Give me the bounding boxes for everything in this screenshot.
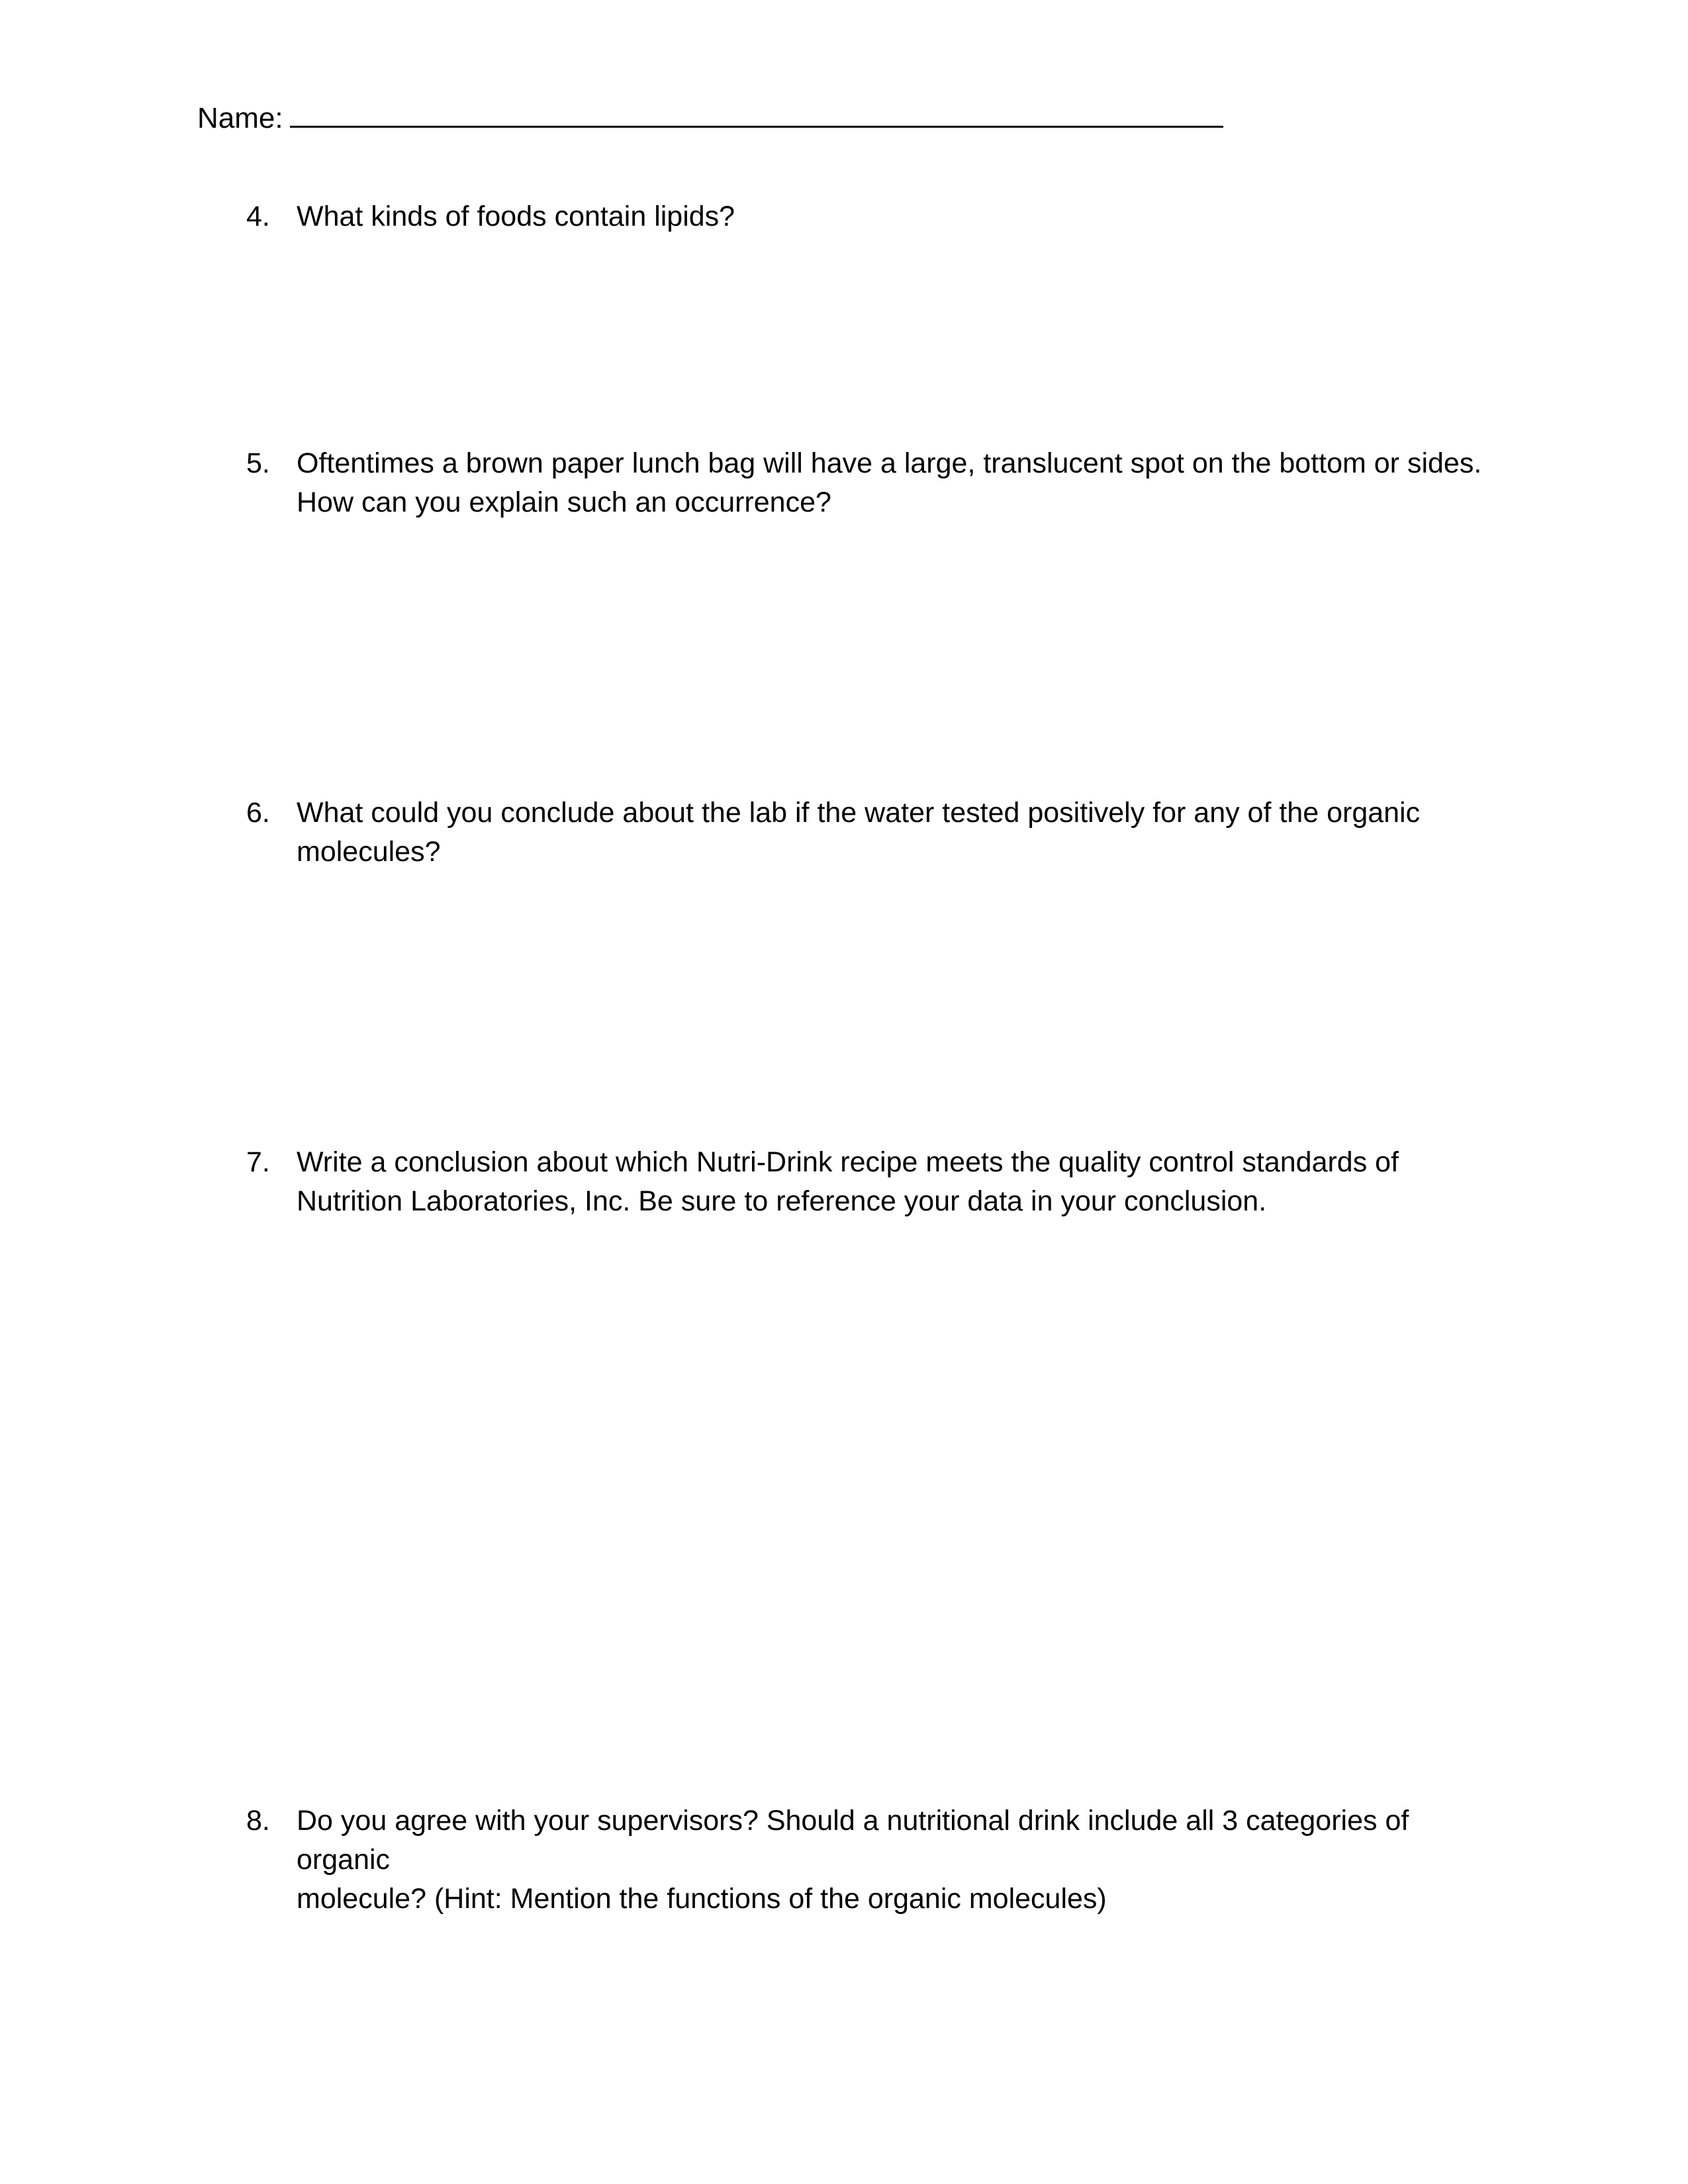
question-text: What could you conclude about the lab if the water tested positively for any of the organic molecules? <box>297 797 1421 868</box>
question-number: 5. <box>246 447 270 479</box>
question-number: 7. <box>246 1146 270 1178</box>
question-text: Oftentimes a brown paper lunch bag will have a large, translucent spot on the bottom or sides. How can you explain such an occurrence? <box>297 447 1482 518</box>
question-number: 6. <box>246 797 270 829</box>
question-number: 4. <box>246 201 270 232</box>
question-text: What kinds of foods contain lipids? <box>297 201 735 232</box>
question-number: 8. <box>246 1805 270 1837</box>
question-text: Write a conclusion about which Nutri-Drink recipe meets the quality control standards of Nutrition Laboratories, Inc. Be sure to reference your data in your conclusion. <box>297 1146 1399 1217</box>
name-field <box>197 97 1223 138</box>
name-label: Name: <box>197 102 283 134</box>
name-blank-line <box>290 97 1223 128</box>
question-text: Do you agree with your supervisors? Should a nutritional drink include all 3 categories of organic molecule? (Hint: Mention the functions of the organic molecules) <box>297 1805 1409 1915</box>
